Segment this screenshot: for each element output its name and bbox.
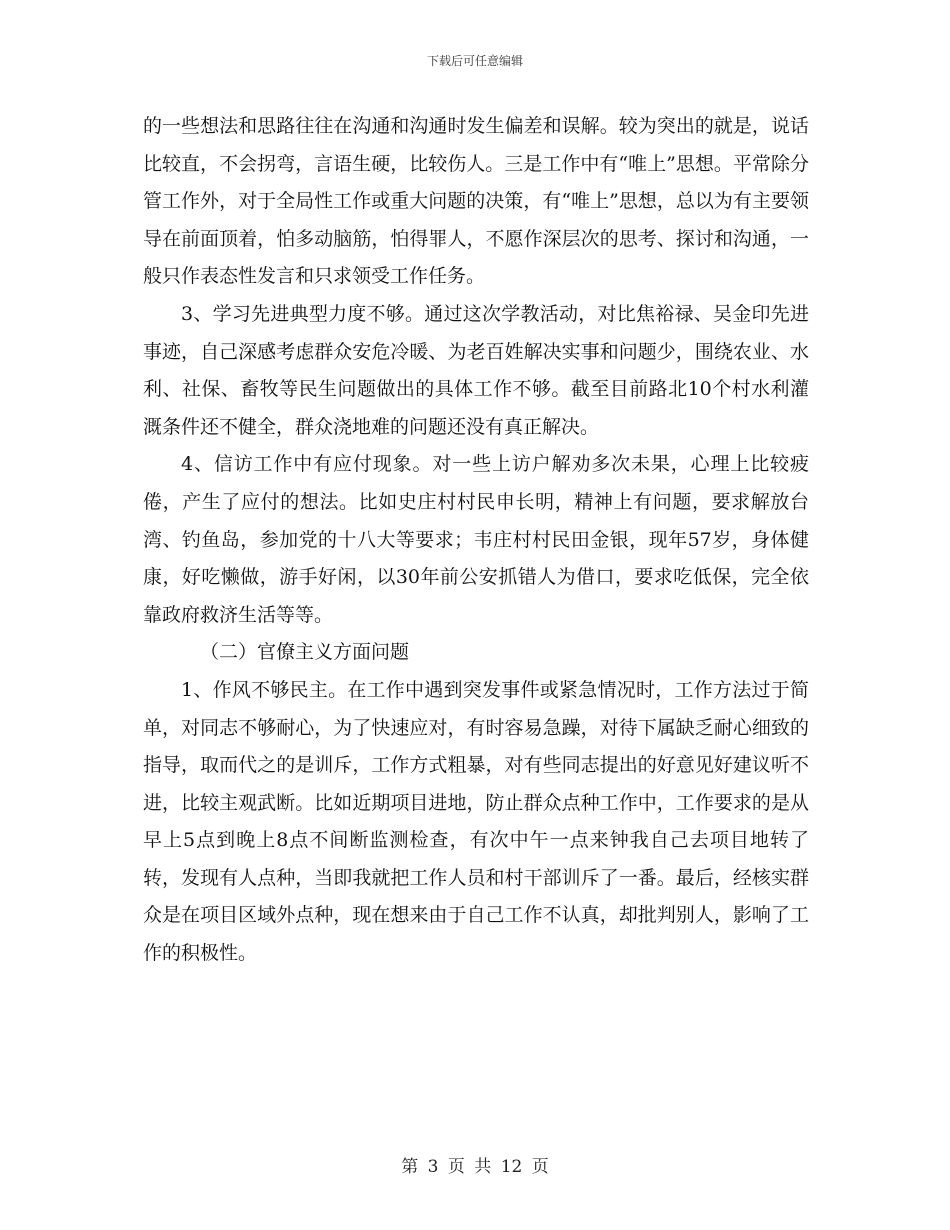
page-header: [0, 52, 950, 69]
paragraph-item-3: 3、学习先进典型力度不够。通过这次学教活动，对比焦裕禄、吴金印先进事迹，自己深感考虑群众安危冷暖、为老百姓解决实事和问题少，围绕农业、水利、社保、畜牧等民生问题做出的具体工作不够。截至目前路北10个村水利灌溉条件还不健全，群众浇地难的问题还没有真正解决。: [143, 302, 809, 438]
paragraph-item-1: 1、作风不够民主。在工作中遇到突发事件或紧急情况时，工作方法过于简单，对同志不够耐心，为了快速应对，有时容易急躁，对待下属缺乏耐心细致的指导，取而代之的是训斥，工作方式粗暴，对有些同志提出的好意见好建议听不进，比较主观武断。比如近期项目进地，防止群众点种工作中，工作要求的是从早上5点到晚上8点不间断监测检查，有次中午一点来钟我自己去项目地转了转，发现有人点种，当即我就把工作人员和村干部训斥了一番。最后，经核实群众是在项目区域外点种，现在想来由于自己工作不认真，却批判别人，影响了工作的积极性。: [143, 678, 809, 965]
document-body: [143, 108, 809, 973]
section-heading: （二）官僚主义方面问题: [200, 641, 410, 664]
header-note: 下载后可任意编辑: [426, 54, 523, 68]
page-number: 第 3 页 共 12 页: [401, 1157, 549, 1177]
paragraph-continuation: 的一些想法和思路往往在沟通和沟通时发生偏差和误解。较为突出的就是，说话比较直，不会拐弯，言语生硬，比较伤人。三是工作中有“唯上”思想。平常除分管工作外，对于全局性工作或重大问题的决策，有“唯上”思想，总以为有主要领导在前面顶着，怕多动脑筋，怕得罪人，不愿作深层次的思考、探讨和沟通，一般只作表态性发言和只求领受工作任务。: [143, 115, 809, 288]
page-footer: [0, 1152, 950, 1177]
paragraph-item-4: 4、信访工作中有应付现象。对一些上访户解劝多次未果，心理上比较疲倦，产生了应付的想法。比如史庄村村民申长明，精神上有问题，要求解放台湾、钓鱼岛，参加党的十八大等要求；韦庄村村民田金银，现年57岁，身体健康，好吃懒做，游手好闲，以30年前公安抓错人为借口，要求吃低保，完全依靠政府救济生活等等。: [143, 453, 809, 626]
